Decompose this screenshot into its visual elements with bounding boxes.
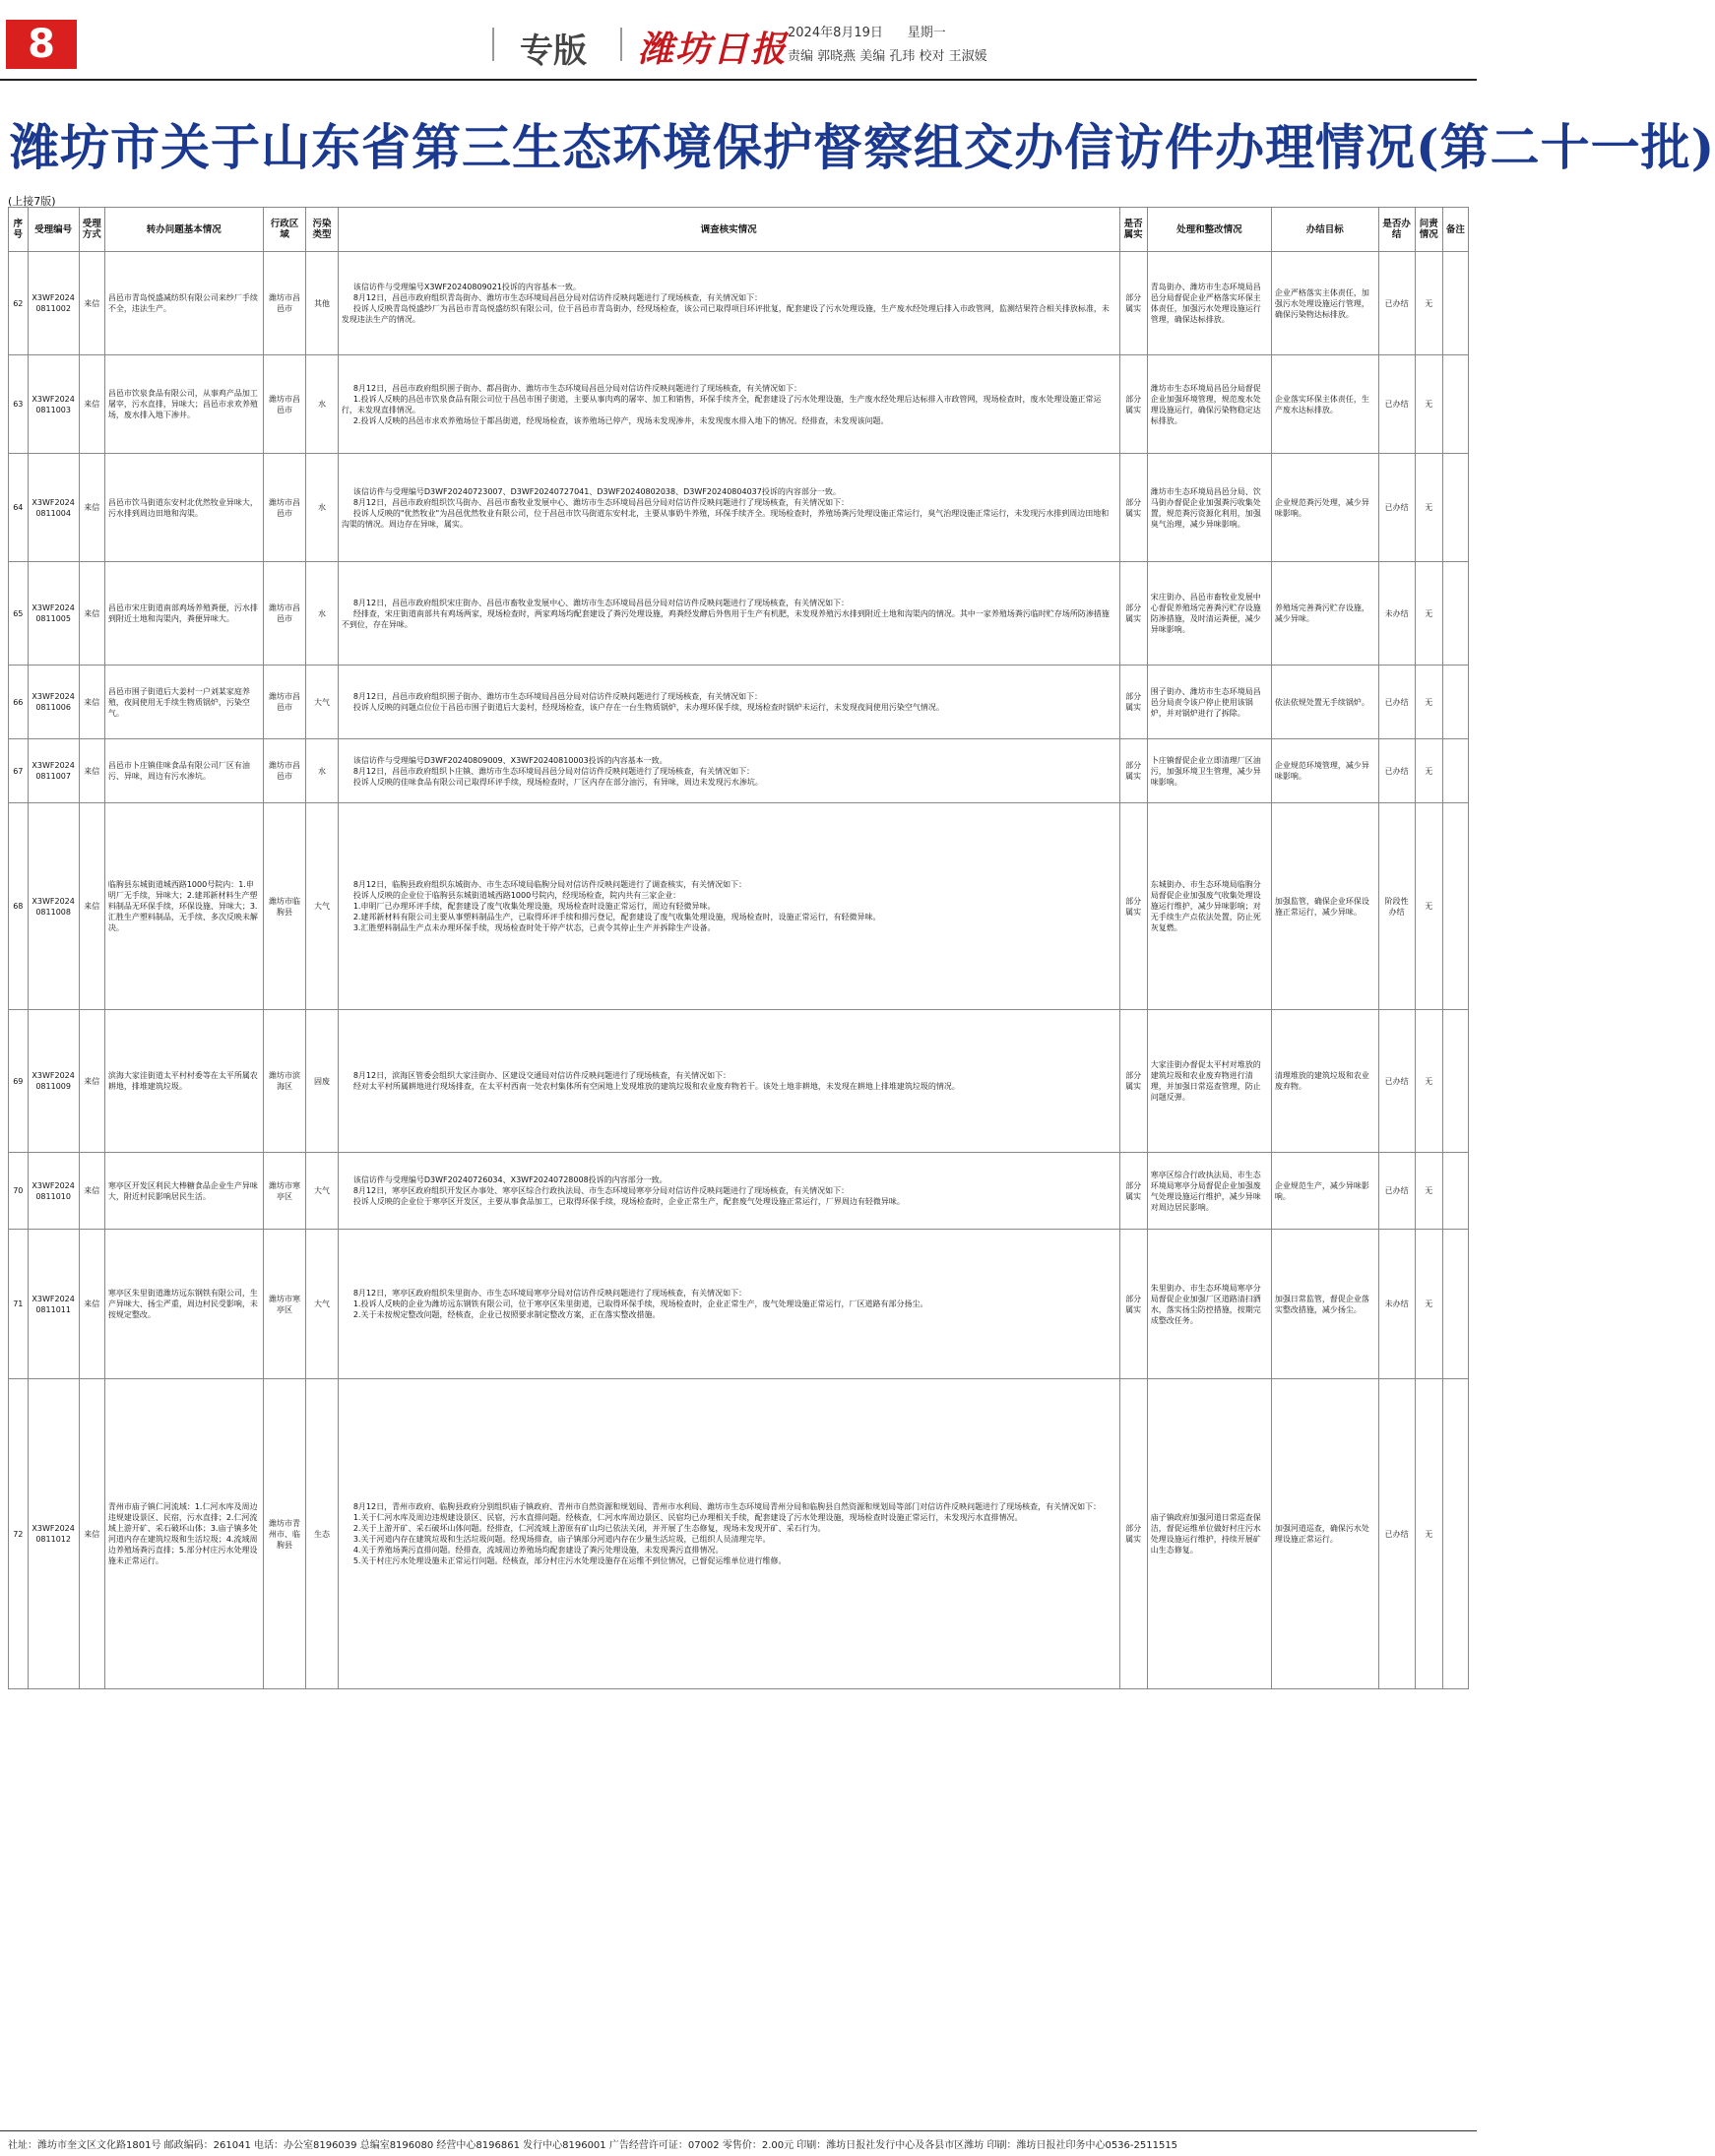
divider xyxy=(492,28,494,61)
detail-paragraph: 2.投诉人反映的昌邑市求欢养殖场位于都昌街道，经现场检查，该养殖场已停产，现场未发现渗井，未发现废水排入地下的情况。经排查，未发现该问题。 xyxy=(352,415,889,425)
row-number: 63 xyxy=(9,355,29,454)
table-row xyxy=(9,454,1469,562)
pollution-type: 生态 xyxy=(306,1379,339,1689)
pollution-type: 大气 xyxy=(306,1153,339,1230)
region: 潍坊市昌邑市 xyxy=(263,739,305,803)
accountability: 无 xyxy=(1415,1010,1442,1153)
issue-summary: 寒亭区朱里街道潍坊远东钢铁有限公司，生产异味大、扬尘严重，周边村民受影响，未按规定整改。 xyxy=(104,1230,263,1379)
completion-status: 已办结 xyxy=(1378,739,1415,803)
detail-paragraph: 1.关于仁河水库及周边违规建设景区、民宿，污水直排问题。经核查，仁河水库周边景区、民宿均已办理相关手续，配套建设了污水处理设施，现场检查时设施正常运行，未发现污水直排情况。 xyxy=(352,1513,1023,1522)
detail-paragraph: 1.申明厂已办理环评手续，配套建设了废气收集处理设施，现场检查时设施正常运行，周边有轻微异味。 xyxy=(352,902,716,911)
case-id: X3WF2024 0811009 xyxy=(28,1010,79,1153)
section-name: 专版 xyxy=(520,32,587,71)
region: 潍坊市寒亭区 xyxy=(263,1153,305,1230)
row-number: 64 xyxy=(9,454,29,562)
verified-status: 部分属实 xyxy=(1119,666,1147,739)
detail-paragraph: 投诉人反映的问题点位位于昌邑市围子街道后大姜村，经现场检查，该户存在一台生物质锅炉，未办理环保手续，现场检查时锅炉未运行，未发现夜间使用污染空气情况。 xyxy=(352,703,944,712)
intake-method: 来信 xyxy=(79,803,104,1010)
pollution-type: 水 xyxy=(306,355,339,454)
case-id: X3WF2024 0811011 xyxy=(28,1230,79,1379)
region: 潍坊市昌邑市 xyxy=(263,252,305,355)
column-header: 处理和整改情况 xyxy=(1147,208,1271,252)
pollution-type: 水 xyxy=(306,562,339,666)
resolution-target: 加强日常监管，督促企业落实整改措施，减少扬尘。 xyxy=(1271,1230,1378,1379)
accountability: 无 xyxy=(1415,1379,1442,1689)
case-id: X3WF2024 0811004 xyxy=(28,454,79,562)
verified-status: 部分属实 xyxy=(1119,1153,1147,1230)
investigation-details xyxy=(338,454,1119,562)
remarks xyxy=(1442,1379,1468,1689)
date: 2024年8月19日 xyxy=(788,26,883,40)
completion-status: 已办结 xyxy=(1378,666,1415,739)
verified-status: 部分属实 xyxy=(1119,562,1147,666)
remarks xyxy=(1442,562,1468,666)
detail-paragraph: 投诉人反映青岛悦盛纱厂为昌邑市青岛悦盛纺织有限公司，位于昌邑市青岛街办，经现场检查，该公司已取得项目环评批复，配套建设了污水处理设施，生产废水经处理后排入市政管网，监测结果符合相关排放标准，未发现违法生产的情况。 xyxy=(341,304,1110,324)
continued-note: (上接7版) xyxy=(8,195,56,208)
region: 潍坊市寒亭区 xyxy=(263,1230,305,1379)
detail-paragraph: 8月12日，滨海区管委会组织大家洼街办、区建设交通局对信访件反映问题进行了现场核查，有关情况如下： xyxy=(352,1071,731,1080)
handling-measures: 宋庄街办、昌邑市畜牧业发展中心督促养殖场完善粪污贮存设施防渗措施，及时清运粪便，减少异味影响。 xyxy=(1147,562,1271,666)
case-id: X3WF2024 0811003 xyxy=(28,355,79,454)
detail-paragraph: 3.汇胜塑料制品生产点未办理环保手续，现场检查时处于停产状态，已责令其停止生产并拆除生产设备。 xyxy=(352,923,716,932)
completion-status: 未办结 xyxy=(1378,562,1415,666)
accountability: 无 xyxy=(1415,803,1442,1010)
row-number: 72 xyxy=(9,1379,29,1689)
pollution-type: 大气 xyxy=(306,1230,339,1379)
intake-method: 来信 xyxy=(79,562,104,666)
petition-table xyxy=(8,207,1469,1689)
table-row xyxy=(9,1153,1469,1230)
resolution-target: 企业规范生产，减少异味影响。 xyxy=(1271,1153,1378,1230)
case-id: X3WF2024 0811006 xyxy=(28,666,79,739)
resolution-target: 依法依规处置无手续锅炉。 xyxy=(1271,666,1378,739)
pollution-type: 水 xyxy=(306,739,339,803)
detail-paragraph: 8月12日，昌邑市政府组织卜庄镇、潍坊市生态环境局昌邑分局对信访件反映问题进行了现场核查，有关情况如下： xyxy=(352,766,755,776)
intake-method: 来信 xyxy=(79,454,104,562)
intake-method: 来信 xyxy=(79,666,104,739)
verified-status: 部分属实 xyxy=(1119,252,1147,355)
row-number: 65 xyxy=(9,562,29,666)
table-row xyxy=(9,1379,1469,1689)
verified-status: 部分属实 xyxy=(1119,1010,1147,1153)
accountability: 无 xyxy=(1415,562,1442,666)
completion-status: 未办结 xyxy=(1378,1230,1415,1379)
investigation-details xyxy=(338,666,1119,739)
column-header: 污染类型 xyxy=(306,208,339,252)
detail-paragraph: 4.关于养殖场粪污直排问题。经排查，流域周边养殖场均配套建设了粪污处理设施，未发现粪污直排情况。 xyxy=(352,1546,724,1554)
case-id: X3WF2024 0811007 xyxy=(28,739,79,803)
investigation-details xyxy=(338,355,1119,454)
detail-paragraph: 3.关于河道内存在建筑垃圾和生活垃圾问题。经现场排查，庙子镇部分河道内存在少量生活垃圾，已组织人员清理完毕。 xyxy=(352,1535,771,1544)
handling-measures: 东城街办、市生态环境局临朐分局督促企业加强废气收集处理设施运行维护，减少异味影响；对无手续生产点依法处置，防止死灰复燃。 xyxy=(1147,803,1271,1010)
column-header: 序号 xyxy=(9,208,29,252)
column-header: 行政区域 xyxy=(263,208,305,252)
divider xyxy=(620,28,622,61)
header-rule xyxy=(0,79,1477,81)
detail-paragraph: 8月12日，昌邑市政府组织宋庄街办、昌邑市畜牧业发展中心、潍坊市生态环境局昌邑分局对信访件反映问题进行了现场核查，有关情况如下： xyxy=(352,598,850,607)
completion-status: 已办结 xyxy=(1378,1010,1415,1153)
detail-paragraph: 8月12日，寒亭区政府组织朱里街办、市生态环境局寒亭分局对信访件反映问题进行了现场核查，有关情况如下： xyxy=(352,1289,747,1298)
intake-method: 来信 xyxy=(79,1010,104,1153)
table-row xyxy=(9,803,1469,1010)
completion-status: 已办结 xyxy=(1378,252,1415,355)
pollution-type: 水 xyxy=(306,454,339,562)
detail-paragraph: 经对太平村所属耕地进行现场排查，在太平村西南一处农村集体所有空闲地上发现堆放的建筑垃圾和农业废弃物若干。该处土地非耕地，未发现在耕地上排堆建筑垃圾的情况。 xyxy=(352,1082,960,1091)
issue-summary: 昌邑市青岛悦盛减纺织有限公司来纱厂手续不全，违法生产。 xyxy=(104,252,263,355)
detail-paragraph: 该信访件与受理编号X3WF20240809021投诉的内容基本一致。 xyxy=(352,283,581,291)
verified-status: 部分属实 xyxy=(1119,1379,1147,1689)
resolution-target: 养殖场完善粪污贮存设施，减少异味。 xyxy=(1271,562,1378,666)
handling-measures: 庙子镇政府加强河道日常巡查保洁，督促运维单位做好村庄污水处理设施运行维护，持续开展矿山生态修复。 xyxy=(1147,1379,1271,1689)
footer-info: 社址：潍坊市奎文区文化路1801号 邮政编码：261041 电话：办公室8196039 总编室8196080 经营中心8196861 发行中心8196001 广告经营许可证：07002 零售价：2.00元 印刷：潍坊日报社发行中心及各县市区潍坊 印刷：潍坊日报社印务中心0536-2511515 xyxy=(8,2140,1178,2151)
investigation-details xyxy=(338,739,1119,803)
masthead xyxy=(0,0,1477,77)
footer-rule xyxy=(0,2130,1477,2131)
detail-paragraph: 2.关于上游开矿、采石破坏山体问题。经排查，仁河流域上游原有矿山均已依法关闭，并开展了生态修复，现场未发现开矿、采石行为。 xyxy=(352,1524,826,1533)
detail-paragraph: 投诉人反映的"优然牧业"为昌邑优然牧业有限公司，位于昌邑市饮马街道东安村北，主要从事奶牛养殖，环保手续齐全。现场检查时，养殖场粪污处理设施正常运行，臭气治理设施正常运行，未发现污水排到周边田地和沟渠的情况。周边存在异味，属实。 xyxy=(341,508,1110,529)
row-number: 62 xyxy=(9,252,29,355)
verified-status: 部分属实 xyxy=(1119,454,1147,562)
case-id: X3WF2024 0811012 xyxy=(28,1379,79,1689)
case-id: X3WF2024 0811010 xyxy=(28,1153,79,1230)
column-header: 问责情况 xyxy=(1415,208,1442,252)
remarks xyxy=(1442,355,1468,454)
investigation-details xyxy=(338,562,1119,666)
accountability: 无 xyxy=(1415,739,1442,803)
issue-date xyxy=(788,22,946,40)
row-number: 66 xyxy=(9,666,29,739)
completion-status: 已办结 xyxy=(1378,1153,1415,1230)
resolution-target: 加强监管，确保企业环保设施正常运行，减少异味。 xyxy=(1271,803,1378,1010)
handling-measures: 潍坊市生态环境局昌邑分局、饮马街办督促企业加强粪污收集处置，规范粪污资源化利用，加强臭气治理，减少异味影响。 xyxy=(1147,454,1271,562)
investigation-details xyxy=(338,1010,1119,1153)
verified-status: 部分属实 xyxy=(1119,355,1147,454)
column-header: 受理方式 xyxy=(79,208,104,252)
row-number: 69 xyxy=(9,1010,29,1153)
resolution-target: 企业落实环保主体责任，生产废水达标排放。 xyxy=(1271,355,1378,454)
intake-method: 来信 xyxy=(79,1379,104,1689)
issue-summary: 昌邑市围子街道后大姜村一户刘某家庭养殖，夜间使用无手续生物质锅炉，污染空气。 xyxy=(104,666,263,739)
detail-paragraph: 8月12日，青州市政府、临朐县政府分别组织庙子镇政府、青州市自然资源和规划局、青州市水利局、潍坊市生态环境局青州分局和临朐县自然资源和规划局等部门对信访件反映问题进行了现场核查，有关情况如下： xyxy=(352,1502,1102,1511)
pollution-type: 其他 xyxy=(306,252,339,355)
detail-paragraph: 投诉人反映的企业位于临朐县东城街道城西路1000号院内，经现场检查，院内共有三家企业： xyxy=(352,891,681,900)
remarks xyxy=(1442,739,1468,803)
intake-method: 来信 xyxy=(79,252,104,355)
accountability: 无 xyxy=(1415,1153,1442,1230)
row-number: 71 xyxy=(9,1230,29,1379)
detail-paragraph: 投诉人反映的企业位于寒亭区开发区，主要从事食品加工，已取得环保手续，现场检查时，企业正常生产，配套废气处理设施正常运行，厂界周边有轻微异味。 xyxy=(352,1197,905,1206)
handling-measures: 青岛街办、潍坊市生态环境局昌邑分局督促企业严格落实环保主体责任，加强污水处理设施运行管理，确保达标排放。 xyxy=(1147,252,1271,355)
handling-measures: 朱里街办、市生态环境局寒亭分局督促企业加强厂区道路清扫洒水，落实扬尘防控措施，按期完成整改任务。 xyxy=(1147,1230,1271,1379)
table-row xyxy=(9,562,1469,666)
detail-paragraph: 8月12日，寒亭区政府组织开发区办事处、寒亭区综合行政执法局、市生态环境局寒亭分局对信访件反映问题进行了现场核查，有关情况如下： xyxy=(352,1186,850,1195)
detail-paragraph: 投诉人反映的佳味食品有限公司已取得环评手续，现场检查时，厂区内存在部分油污，有异味，周边未发现污水渗坑。 xyxy=(352,777,763,787)
column-header: 调查核实情况 xyxy=(338,208,1119,252)
region: 潍坊市昌邑市 xyxy=(263,562,305,666)
page-number: 8 xyxy=(6,20,77,69)
detail-paragraph: 8月12日，昌邑市政府组织围子街办、都昌街办、潍坊市生态环境局昌邑分局对信访件反映问题进行了现场核查，有关情况如下： xyxy=(352,383,802,393)
table-row xyxy=(9,1230,1469,1379)
region: 潍坊市昌邑市 xyxy=(263,355,305,454)
issue-summary: 昌邑市饮马街道东安村北优然牧业异味大，污水排到周边田地和沟渠。 xyxy=(104,454,263,562)
case-id: X3WF2024 0811002 xyxy=(28,252,79,355)
detail-paragraph: 8月12日，临朐县政府组织东城街办、市生态环境局临朐分局对信访件反映问题进行了调查核实，有关情况如下： xyxy=(352,880,747,889)
handling-measures: 潍坊市生态环境局昌邑分局督促企业加强环境管理，规范废水处理设施运行，确保污染物稳定达标排放。 xyxy=(1147,355,1271,454)
page-title: 潍坊市关于山东省第三生态环境保护督察组交办信访件办理情况(第二十一批) xyxy=(10,118,1715,176)
verified-status: 部分属实 xyxy=(1119,739,1147,803)
verified-status: 部分属实 xyxy=(1119,1230,1147,1379)
case-id: X3WF2024 0811005 xyxy=(28,562,79,666)
pollution-type: 大气 xyxy=(306,666,339,739)
accountability: 无 xyxy=(1415,454,1442,562)
completion-status: 阶段性办结 xyxy=(1378,803,1415,1010)
table-row xyxy=(9,739,1469,803)
detail-paragraph: 8月12日，昌邑市政府组织青岛街办、潍坊市生态环境局昌邑分局对信访件反映问题进行了现场核查，有关情况如下： xyxy=(352,293,763,302)
remarks xyxy=(1442,252,1468,355)
table-row xyxy=(9,1010,1469,1153)
detail-paragraph: 1.投诉人反映的企业为潍坊远东钢铁有限公司，位于寒亭区朱里街道，已取得环保手续，现场检查时，企业正常生产，废气处理设施正常运行，厂区道路有部分扬尘。 xyxy=(352,1300,928,1308)
investigation-details xyxy=(338,803,1119,1010)
issue-summary: 昌邑市卜庄镇佳味食品有限公司厂区有油污、异味，周边有污水渗坑。 xyxy=(104,739,263,803)
detail-paragraph: 5.关于村庄污水处理设施未正常运行问题。经核查，部分村庄污水处理设施存在运维不到位情况，已督促运维单位进行维修。 xyxy=(352,1556,787,1565)
handling-measures: 寒亭区综合行政执法局、市生态环境局寒亭分局督促企业加强废气处理设施运行维护，减少异味对周边居民影响。 xyxy=(1147,1153,1271,1230)
intake-method: 来信 xyxy=(79,1230,104,1379)
issue-summary: 青州市庙子镇仁河流域：1.仁河水库及周边违规建设景区、民宿，污水直排；2.仁河流域上游开矿、采石破坏山体；3.庙子镇多处河道内存在建筑垃圾和生活垃圾；4.流域周边养殖场粪污直排；5.部分村庄污水处理设施未正常运行。 xyxy=(104,1379,263,1689)
case-id: X3WF2024 0811008 xyxy=(28,803,79,1010)
resolution-target: 企业规范粪污处理，减少异味影响。 xyxy=(1271,454,1378,562)
column-header: 受理编号 xyxy=(28,208,79,252)
detail-paragraph: 该信访件与受理编号D3WF20240726034、X3WF20240728008投诉的内容部分一致。 xyxy=(352,1175,667,1184)
intake-method: 来信 xyxy=(79,355,104,454)
detail-paragraph: 该信访件与受理编号D3WF20240809009、X3WF20240810003投诉的内容基本一致。 xyxy=(352,755,667,765)
issue-summary: 滨海大家洼街道太平村村委等在太平所属农耕地，排堆建筑垃圾。 xyxy=(104,1010,263,1153)
remarks xyxy=(1442,454,1468,562)
table-row xyxy=(9,666,1469,739)
issue-summary: 临朐县东城街道城西路1000号院内：1.申明厂无手续，异味大；2.建邦新材料生产塑料制品无环保手续，环保设施、异味大；3.汇胜生产塑料制品，无手续、多次反映未解决。 xyxy=(104,803,263,1010)
column-header: 办结目标 xyxy=(1271,208,1378,252)
column-header: 是否办结 xyxy=(1378,208,1415,252)
remarks xyxy=(1442,803,1468,1010)
accountability: 无 xyxy=(1415,252,1442,355)
accountability: 无 xyxy=(1415,1230,1442,1379)
remarks xyxy=(1442,1010,1468,1153)
remarks xyxy=(1442,1230,1468,1379)
table-row xyxy=(9,252,1469,355)
region: 潍坊市昌邑市 xyxy=(263,454,305,562)
detail-paragraph: 8月12日，昌邑市政府组织饮马街办、昌邑市畜牧业发展中心、潍坊市生态环境局昌邑分局对信访件反映问题进行了现场核查，有关情况如下： xyxy=(352,497,850,507)
row-number: 68 xyxy=(9,803,29,1010)
issue-summary: 寒亭区开发区利民大棒糖食品企业生产异味大，附近村民影响居民生活。 xyxy=(104,1153,263,1230)
table-header-row xyxy=(9,208,1469,252)
handling-measures: 卜庄镇督促企业立即清理厂区油污，加强环境卫生管理，减少异味影响。 xyxy=(1147,739,1271,803)
verified-status: 部分属实 xyxy=(1119,803,1147,1010)
detail-paragraph: 2.关于未按规定整改问题，经核查，企业已按照要求制定整改方案，正在落实整改措施。 xyxy=(352,1310,661,1319)
pollution-type: 固废 xyxy=(306,1010,339,1153)
region: 潍坊市滨海区 xyxy=(263,1010,305,1153)
handling-measures: 围子街办、潍坊市生态环境局昌邑分局责令该户停止使用该锅炉，并对锅炉进行了拆除。 xyxy=(1147,666,1271,739)
row-number: 70 xyxy=(9,1153,29,1230)
detail-paragraph: 该信访件与受理编号D3WF20240723007、D3WF20240727041、D3WF20240802038、D3WF20240804037投诉的内容部分一致。 xyxy=(352,486,841,496)
issue-summary: 昌邑市宋庄街道南部鸡场养殖粪便，污水排到附近土地和沟渠内，粪便异味大。 xyxy=(104,562,263,666)
resolution-target: 加强河道巡查，确保污水处理设施正常运行。 xyxy=(1271,1379,1378,1689)
issue-summary: 昌邑市饮泉食品有限公司，从事鸡产品加工屠宰，污水直排，异味大；昌邑市求欢养殖场，废水排入地下渗井。 xyxy=(104,355,263,454)
column-header: 转办问题基本情况 xyxy=(104,208,263,252)
pollution-type: 大气 xyxy=(306,803,339,1010)
detail-paragraph: 1.投诉人反映的昌邑市饮泉食品有限公司位于昌邑市围子街道，主要从事肉鸡的屠宰、加工和销售，环保手续齐全，配套建设了污水处理设施，生产废水经处理后达标排入市政管网，现场检查时，废水处理设施正常运行，未发现直排情况。 xyxy=(341,394,1102,414)
detail-paragraph: 8月12日，昌邑市政府组织围子街办、潍坊市生态环境局昌邑分局对信访件反映问题进行了现场核查，有关情况如下： xyxy=(352,692,763,701)
region: 潍坊市临朐县 xyxy=(263,803,305,1010)
detail-paragraph: 经排查，宋庄街道南部共有鸡场两家，现场检查时，两家鸡场均配套建设了粪污处理设施，鸡粪经发酵后外售用于生产有机肥，未发现养殖污水排到附近土地和沟渠内的情况。其中一家养殖场粪污临时贮存场所防渗措施不到位，存在异味。 xyxy=(341,608,1110,629)
intake-method: 来信 xyxy=(79,1153,104,1230)
handling-measures: 大家洼街办督促太平村对堆放的建筑垃圾和农业废弃物进行清理，并加强日常巡查管理，防止问题反弹。 xyxy=(1147,1010,1271,1153)
intake-method: 来信 xyxy=(79,739,104,803)
table-row xyxy=(9,355,1469,454)
detail-paragraph: 2.建邦新材料有限公司主要从事塑料制品生产，已取得环评手续和排污登记，配套建设了废气收集处理设施，现场检查时，设施正常运行，有轻微异味。 xyxy=(352,913,881,921)
column-header: 是否属实 xyxy=(1119,208,1147,252)
completion-status: 已办结 xyxy=(1378,454,1415,562)
investigation-details xyxy=(338,252,1119,355)
completion-status: 已办结 xyxy=(1378,355,1415,454)
weekday: 星期一 xyxy=(907,26,946,40)
paper-logo: 潍坊日报 xyxy=(638,29,789,70)
region: 潍坊市昌邑市 xyxy=(263,666,305,739)
resolution-target: 企业严格落实主体责任，加强污水处理设施运行管理，确保污染物达标排放。 xyxy=(1271,252,1378,355)
investigation-details xyxy=(338,1230,1119,1379)
column-header: 备注 xyxy=(1442,208,1468,252)
resolution-target: 清理堆放的建筑垃圾和农业废弃物。 xyxy=(1271,1010,1378,1153)
remarks xyxy=(1442,666,1468,739)
completion-status: 已办结 xyxy=(1378,1379,1415,1689)
investigation-details xyxy=(338,1379,1119,1689)
row-number: 67 xyxy=(9,739,29,803)
region: 潍坊市青州市、临朐县 xyxy=(263,1379,305,1689)
accountability: 无 xyxy=(1415,666,1442,739)
accountability: 无 xyxy=(1415,355,1442,454)
editors: 责编 郭晓燕 美编 孔玮 校对 王淑媛 xyxy=(788,49,987,64)
resolution-target: 企业规范环境管理，减少异味影响。 xyxy=(1271,739,1378,803)
investigation-details xyxy=(338,1153,1119,1230)
remarks xyxy=(1442,1153,1468,1230)
